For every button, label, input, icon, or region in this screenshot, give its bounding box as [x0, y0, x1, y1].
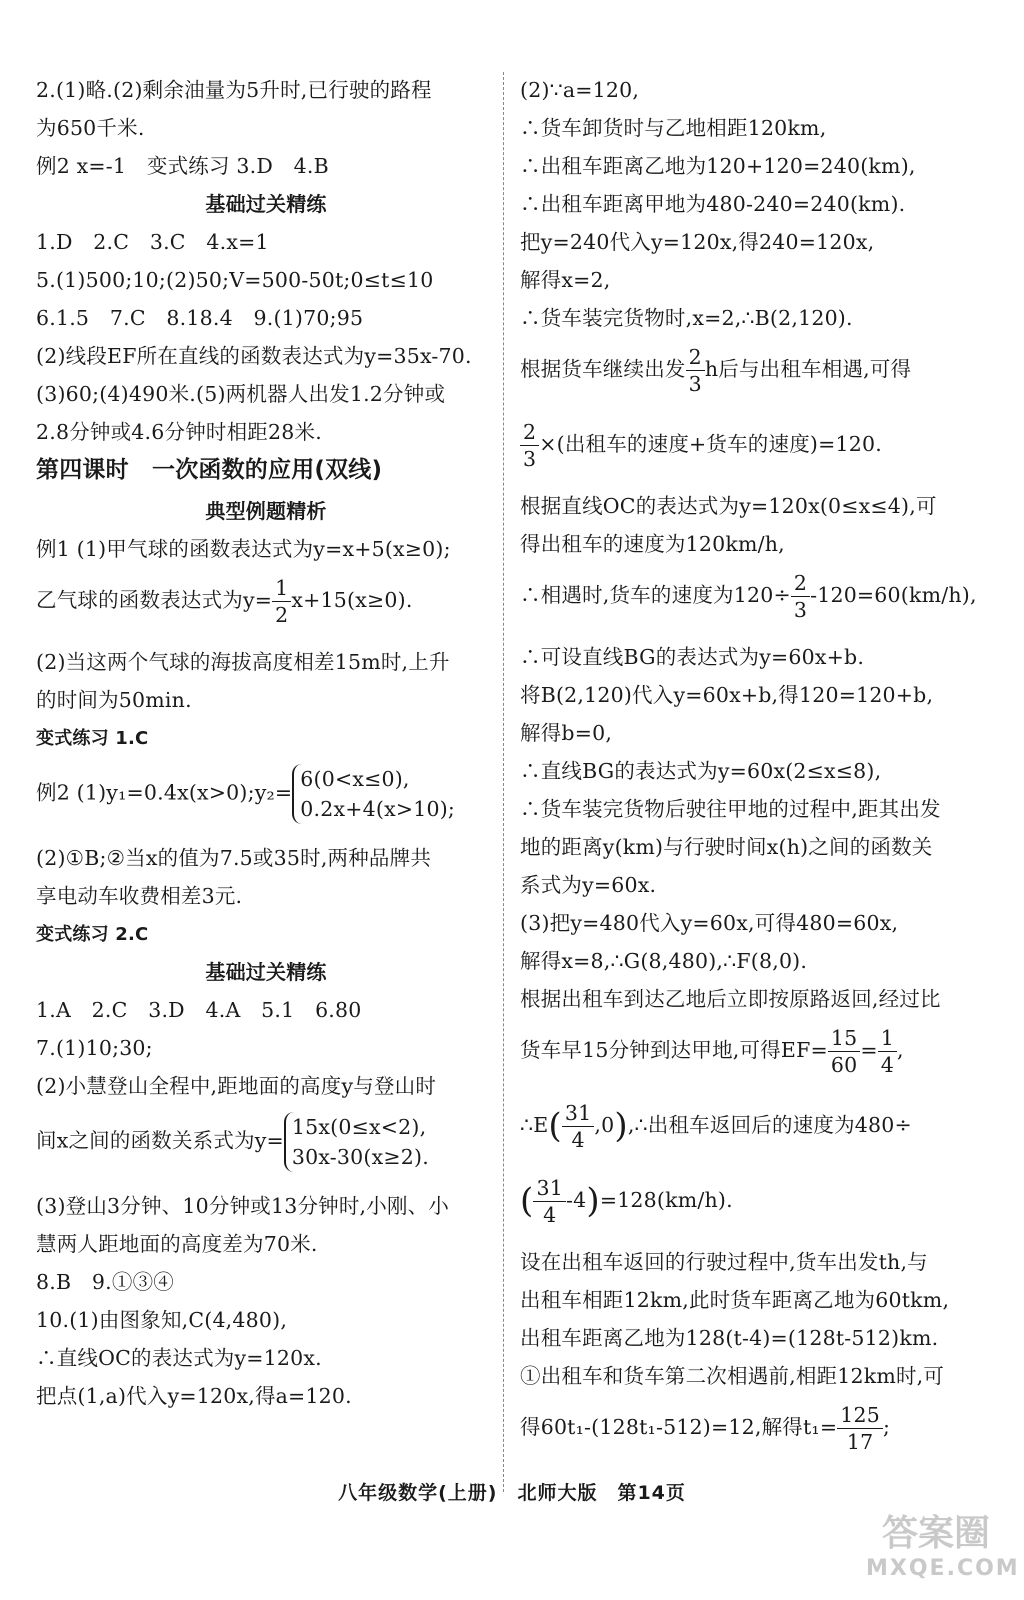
fraction [878, 1025, 897, 1078]
fraction-denominator: 4 [543, 1203, 557, 1227]
text-line: 解得b=0, [520, 721, 613, 745]
watermark-url: MXQE.COM [866, 1556, 1020, 1581]
case-line: 0.2x+4(x>10); [300, 797, 456, 821]
text-line: 出租车相距12km,此时货车距离乙地为60tkm, [520, 1288, 950, 1312]
text-run: -4 [565, 1188, 587, 1212]
text-run: 例2 (1)y₁=0.4x(x>0);y₂= [36, 780, 293, 805]
fraction-numerator: 125 [837, 1402, 883, 1429]
text-run: ×(出租车的速度+货车的速度)=120. [539, 432, 882, 456]
text-line: 解得x=2, [520, 268, 611, 292]
text-line: 系式为y=60x. [520, 873, 657, 897]
text-run: 间x之间的函数关系式为y= [36, 1128, 284, 1153]
text-line: ∴出租车距离甲地为480-240=240(km). [520, 192, 906, 216]
fraction [272, 575, 291, 628]
open-paren: ( [520, 1181, 534, 1221]
fraction [562, 1100, 595, 1153]
text-run: 乙气球的函数表达式为y= [36, 588, 273, 612]
piecewise-brace [292, 764, 455, 824]
fraction-numerator: 2 [686, 344, 705, 371]
text-line [36, 575, 496, 628]
fraction [837, 1402, 883, 1455]
text-line: 5.(1)500;10;(2)50;V=500-50t;0≤t≤10 [36, 268, 434, 292]
text-line: (3)登山3分钟、10分钟或13分钟时,小刚、小 [36, 1194, 450, 1218]
fraction-numerator: 15 [828, 1025, 861, 1052]
text-line: (2)当这两个气球的海拔高度相差15m时,上升 [36, 650, 450, 674]
text-run: 根据货车继续出发 [520, 357, 686, 381]
text-line: 把y=240代入y=120x,得240=120x, [520, 230, 875, 254]
section-heading: 基础过关精练 [205, 960, 327, 984]
fraction-numerator: 2 [520, 419, 539, 446]
close-paren: ) [614, 1106, 628, 1146]
fraction-denominator: 17 [846, 1430, 874, 1454]
text-line: ∴出租车距离乙地为120+120=240(km), [520, 154, 916, 178]
text-line: 8.B 9.①③④ [36, 1270, 174, 1294]
text-line: ①出租车和货车第二次相遇前,相距12km时,可 [520, 1364, 945, 1388]
case-line: 30x-30(x≥2). [291, 1145, 429, 1169]
text-run: ∴相遇时,货车的速度为120÷ [520, 583, 791, 607]
fraction-numerator: 2 [791, 570, 810, 597]
text-run: ,0 [594, 1113, 615, 1137]
text-line: 将B(2,120)代入y=60x+b,得120=120+b, [520, 683, 934, 707]
text-line: 根据直线OC的表达式为y=120x(0≤x≤4),可 [520, 494, 937, 518]
site-watermark-logo [866, 1512, 1020, 1592]
text-line: (2)线段EF所在直线的函数表达式为y=35x-70. [36, 344, 472, 368]
text-line: 1.D 2.C 3.C 4.x=1 [36, 230, 269, 254]
text-line: 6.1.5 7.C 8.18.4 9.(1)70;95 [36, 306, 364, 330]
fraction [828, 1025, 861, 1078]
text-line: 的时间为50min. [36, 688, 192, 712]
text-line: 得出租车的速度为120km/h, [520, 532, 785, 556]
fraction-denominator: 2 [275, 603, 289, 627]
text-run: ∴E [520, 1113, 549, 1137]
text-line: 设在出租车返回的行驶过程中,货车出发th,与 [520, 1250, 928, 1274]
text-line: 2.8分钟或4.6分钟时相距28米. [36, 420, 322, 444]
variant-practice-label: 变式练习 1.C [36, 728, 149, 749]
column-divider [503, 72, 504, 1492]
lesson-title: 第四课时 一次函数的应用(双线) [36, 457, 383, 483]
text-line [520, 1175, 998, 1228]
right-column [520, 78, 998, 1468]
section-heading: 典型例题精析 [205, 499, 327, 523]
text-run: -120=60(km/h), [810, 583, 977, 607]
case-line: 6(0<x≤0), [300, 767, 410, 791]
fraction [533, 1175, 566, 1228]
text-line: 例1 (1)甲气球的函数表达式为y=x+5(x≥0); [36, 537, 451, 561]
fraction-numerator: 31 [533, 1175, 566, 1202]
text-line: ∴直线OC的表达式为y=120x. [36, 1346, 322, 1370]
text-line: (2)∵a=120, [520, 78, 640, 102]
fraction-denominator: 4 [880, 1053, 895, 1077]
fraction [791, 570, 810, 623]
fraction-denominator: 3 [793, 598, 808, 622]
text-line: 1.A 2.C 3.D 4.A 5.1 6.80 [36, 998, 362, 1022]
fraction-denominator: 3 [523, 447, 537, 471]
text-line: 7.(1)10;30; [36, 1036, 153, 1060]
text-run: , [897, 1038, 904, 1062]
section-heading: 基础过关精练 [205, 192, 327, 216]
text-line: ∴货车卸货时与乙地相距120km, [520, 116, 827, 140]
fraction-numerator: 1 [878, 1025, 897, 1052]
text-line [36, 1112, 496, 1172]
watermark-logo-text: 答案圈 [881, 1513, 990, 1554]
text-line: 根据出租车到达乙地后立即按原路返回,经过比 [520, 987, 941, 1011]
text-line: 慧两人距地面的高度差为70米. [36, 1232, 318, 1256]
page-footer: 八年级数学(上册) 北师大版 第14页 [338, 1482, 686, 1504]
fraction [520, 419, 539, 472]
left-column [36, 78, 496, 1422]
text-line: (2)①B;②当x的值为7.5或35时,两种品牌共 [36, 846, 432, 870]
text-line: 10.(1)由图象知,C(4,480), [36, 1308, 288, 1332]
text-line: 解得x=8,∴G(8,480),∴F(8,0). [520, 949, 808, 973]
fraction [686, 344, 705, 397]
text-run: 货车早15分钟到达甲地,可得EF= [520, 1038, 828, 1062]
text-line: 2.(1)略.(2)剩余油量为5升时,已行驶的路程 [36, 78, 432, 102]
text-run: = [860, 1038, 878, 1062]
fraction-denominator: 4 [571, 1128, 585, 1152]
text-line [520, 1100, 998, 1153]
open-paren: ( [548, 1106, 562, 1146]
piecewise-brace [284, 1112, 429, 1172]
text-run: =128(km/h). [599, 1188, 733, 1212]
text-line: ∴直线BG的表达式为y=60x(2≤x≤8), [520, 759, 882, 783]
text-line [520, 344, 998, 397]
text-line: ∴货车装完货物时,x=2,∴B(2,120). [520, 306, 853, 330]
text-line: ∴可设直线BG的表达式为y=60x+b. [520, 645, 865, 669]
text-line: 地的距离y(km)与行驶时间x(h)之间的函数关 [520, 835, 933, 859]
fraction-numerator: 31 [562, 1100, 595, 1127]
text-line: 把点(1,a)代入y=120x,得a=120. [36, 1384, 352, 1408]
text-line: 为650千米. [36, 116, 145, 140]
text-line [520, 1025, 998, 1078]
text-line: 例2 x=-1 变式练习 3.D 4.B [36, 154, 329, 178]
fraction-denominator: 60 [830, 1053, 858, 1077]
variant-practice-label: 变式练习 2.C [36, 924, 149, 945]
text-run: ; [882, 1415, 891, 1439]
text-line: 享电动车收费相差3元. [36, 884, 243, 908]
text-line: 出租车距离乙地为128(t-4)=(128t-512)km. [520, 1326, 939, 1350]
text-line: (3)60;(4)490米.(5)两机器人出发1.2分钟或 [36, 382, 446, 406]
text-line [520, 1402, 998, 1455]
text-run: ,∴出租车返回后的速度为480÷ [627, 1113, 912, 1137]
close-paren: ) [586, 1181, 600, 1221]
fraction-numerator: 1 [272, 575, 291, 602]
text-line: (3)把y=480代入y=60x,可得480=60x, [520, 911, 899, 935]
text-line: (2)小慧登山全程中,距地面的高度y与登山时 [36, 1074, 437, 1098]
text-line [520, 419, 998, 472]
fraction-denominator: 3 [688, 372, 702, 396]
text-line [520, 570, 998, 623]
text-run: h后与出租车相遇,可得 [704, 357, 912, 381]
text-line: ∴货车装完货物后驶往甲地的过程中,距其出发 [520, 797, 941, 821]
case-line: 15x(0≤x<2), [291, 1115, 427, 1139]
text-line [36, 764, 496, 824]
text-run: x+15(x≥0). [291, 588, 413, 612]
text-run: 得60t₁-(128t₁-512)=12,解得t₁= [520, 1415, 838, 1439]
